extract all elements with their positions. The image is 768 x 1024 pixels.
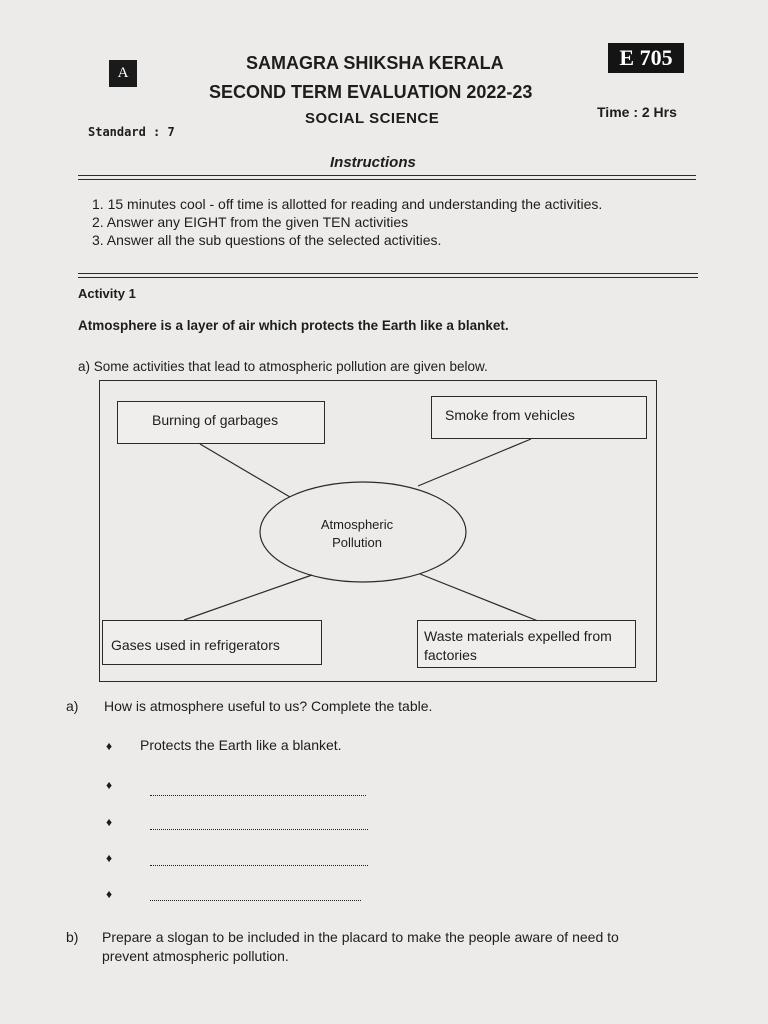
- diagram-node-smoke-vehicles: Smoke from vehicles: [431, 396, 647, 439]
- connector-line: [420, 574, 538, 621]
- diagram-node-refrigerator-gases: Gases used in refrigerators: [102, 620, 322, 665]
- connector-line: [418, 439, 531, 486]
- instruction-item: 2. Answer any EIGHT from the given TEN activities: [92, 214, 409, 230]
- diamond-bullet-icon: ♦: [106, 887, 113, 901]
- answer-blank-line[interactable]: [150, 864, 368, 866]
- question-b-text-line2: prevent atmospheric pollution.: [102, 948, 289, 964]
- activity-statement: Atmosphere is a layer of air which protects the Earth like a blanket.: [78, 318, 509, 333]
- question-b-label: b): [66, 929, 79, 945]
- diamond-bullet-icon: ♦: [106, 739, 113, 753]
- answer-blank-line[interactable]: [150, 828, 368, 830]
- activity-title: Activity 1: [78, 286, 136, 301]
- diagram-node-factory-waste: Waste materials expelled from factories: [417, 620, 636, 668]
- diamond-bullet-icon: ♦: [106, 851, 113, 865]
- standard-label: Standard : 7: [88, 125, 175, 139]
- connector-line: [200, 444, 290, 497]
- question-a-text: How is atmosphere useful to us? Complete the table.: [104, 698, 433, 714]
- diamond-bullet-icon: ♦: [106, 815, 113, 829]
- answer-blank-line[interactable]: [150, 794, 366, 796]
- diagram-node-burning-garbages: Burning of garbages: [117, 401, 325, 444]
- instruction-item: 3. Answer all the sub questions of the selected activities.: [92, 232, 442, 248]
- instruction-item: 1. 15 minutes cool - off time is allotted for reading and understanding the activities.: [92, 196, 603, 212]
- set-badge: A: [109, 60, 137, 87]
- question-b-text-line1: Prepare a slogan to be included in the placard to make the people aware of need to: [102, 929, 619, 945]
- diagram-center-label: Atmospheric Pollution: [320, 517, 394, 550]
- instructions-title: Instructions: [330, 154, 416, 171]
- diamond-bullet-icon: ♦: [106, 778, 113, 792]
- answer-blank-line[interactable]: [150, 899, 361, 901]
- exam-title: SECOND TERM EVALUATION 2022-23: [209, 82, 533, 102]
- answer-item: Protects the Earth like a blanket.: [140, 737, 342, 753]
- question-a-label: a): [66, 698, 79, 714]
- paper-code-badge: E 705: [608, 43, 684, 73]
- time-allowed: Time : 2 Hrs: [597, 104, 677, 120]
- question-a-intro: a) Some activities that lead to atmospheric pollution are given below.: [78, 359, 488, 374]
- connector-line: [184, 575, 312, 620]
- subject-title: SOCIAL SCIENCE: [305, 110, 440, 127]
- organization-title: SAMAGRA SHIKSHA KERALA: [246, 53, 504, 73]
